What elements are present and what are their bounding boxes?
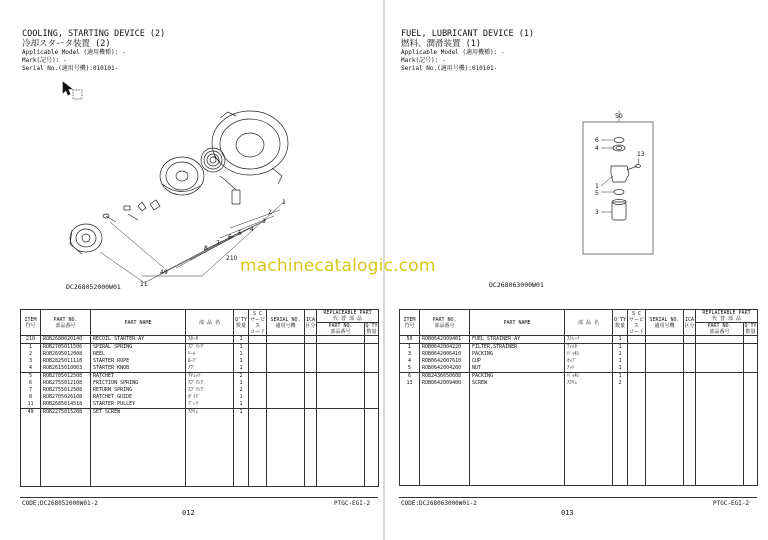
col-sc: S C サービス コード [628, 310, 644, 335]
right-mark: Mark(記号): - [401, 57, 446, 64]
col-part-name: PART NAME [470, 310, 565, 336]
left-header [22, 29, 165, 73]
table-row: 3 ROB0642006410 PACKING ﾊﾟｯｷﾝ 1 [400, 351, 758, 358]
col-item: ITEM 符号 [400, 310, 420, 336]
table-row: 13 ROB0642009400 SCREW ｽｸﾘｭ 2 [400, 380, 758, 387]
right-footer-rule [399, 497, 757, 498]
col-jp-name: 部 品 名 [186, 310, 234, 336]
col-rep-part-no: PART NO. 部品番号 [696, 323, 744, 336]
table-row: 5 ROB0642004260 NUT ﾅｯﾄ 1 [400, 365, 758, 373]
col-ica: ICA 区分 [305, 310, 317, 336]
left-parts-table [20, 309, 379, 487]
col-rep-part-no: PART NO. 部品番号 [317, 323, 365, 336]
table-row: 4 ROB2615010003 STARTER KNOB ﾉﾌﾞ 1 [21, 365, 379, 373]
table-filler-row [400, 387, 758, 486]
table-row: 1 ROB0642004220 FILTER,STRAINER ﾌｨﾙﾀ 1 [400, 344, 758, 352]
left-footer-code: PTGC-EGI-2 [334, 500, 371, 507]
right-page-number: 013 [561, 509, 574, 517]
table-row: 2 ROB2695012008 REEL ﾘｰﾙ 1 [21, 351, 379, 358]
left-callout: 1 [282, 199, 286, 206]
col-part-name: PART NAME [91, 310, 186, 336]
left-callout: 49 [160, 269, 168, 276]
left-callout: 8 [204, 245, 208, 252]
col-qty: Q'TY 数量 [613, 310, 628, 336]
right-parts-table [399, 309, 758, 486]
col-rep-qty: Q'TY 数量 [744, 323, 757, 335]
table-row: 7 ROB2755012508 RETURN SPRING ｽﾌﾟﾘﾝｸﾞ 2 [21, 387, 379, 394]
left-title-jp: 冷却スタータ装置 (2) [22, 39, 111, 49]
left-callout: 7 [216, 240, 220, 247]
left-title-en: COOLING, STARTING DEVICE (2) [22, 29, 166, 39]
table-row: 4 ROB0642007610 CUP ｶｯﾌﾟ 1 [400, 358, 758, 365]
left-callout: 4 [250, 226, 254, 233]
right-callout: 4 [595, 145, 599, 152]
left-callout: 5 [238, 230, 242, 237]
col-rep-qty: Q'TY 数量 [365, 323, 378, 335]
left-callout: 6 [228, 234, 232, 241]
table-row: 6 ROB2755012108 FRICTION SPRING ｽﾌﾟﾘﾝｸﾞ 1 [21, 380, 379, 387]
table-row: 1 ROB2705011506 SPIRAL SPRING ｽﾌﾟﾘﾝｸﾞ 1 [21, 344, 379, 352]
table-row: 49 ROB2275015208 SET SCREW ｽｸﾘｭ 1 [21, 409, 379, 417]
right-title-jp: 燃料、潤滑装置 (1) [401, 39, 481, 49]
left-footer-rule [20, 497, 378, 498]
left-serial-no: Serial No.(適用号機):010101- [22, 65, 119, 72]
right-callout: 13 [637, 151, 645, 158]
right-applicable-model: Applicable Model (適用機種): - [401, 49, 505, 56]
right-title-en: FUEL, LUBRICANT DEVICE (1) [401, 29, 535, 39]
col-part-no: PART NO. 部品番号 [41, 310, 91, 336]
right-header [401, 29, 534, 73]
table-row: 210 ROB2680020140 RECOIL STARTER AY ｽﾀｰﾀ 1 [21, 336, 379, 344]
right-callout: 1 [595, 183, 599, 190]
right-code: CODE:DC268063000W01-2 [401, 500, 477, 507]
table-row: 5 ROB2705012508 RATCHET ﾗﾁｪｯﾄ 2 [21, 373, 379, 381]
table-row: 8 ROB2705026108 RATCHET GUIDE ｶﾞｲﾄﾞ 1 [21, 394, 379, 401]
left-code: CODE:DC268052000W01-2 [22, 500, 98, 507]
col-replaceable: REPLACEABLE PART 代 替 部 品 [317, 310, 379, 323]
col-jp-name: 部 品 名 [565, 310, 613, 336]
table-row: 3 ROB2825011118 STARTER ROPE ﾛｰﾌﾟ 1 [21, 358, 379, 365]
right-callout: 5 [595, 190, 599, 197]
col-item: ITEM 符号 [21, 310, 41, 336]
col-part-no: PART NO. 部品番号 [420, 310, 470, 336]
left-mark: Mark(記号): - [22, 57, 67, 64]
right-callout: 6 [595, 137, 599, 144]
watermark-text: machinecatalogic.com [240, 256, 436, 276]
left-applicable-model: Applicable Model (適用機種): - [22, 49, 126, 56]
left-callout: 3 [262, 218, 266, 225]
left-diagram-code: DC268052000W01 [66, 283, 121, 291]
right-callout: 3 [595, 209, 599, 216]
table-row: 50 ROB0642009401 FUEL STRAINER AY ｽﾄﾚｰﾅ 1 [400, 336, 758, 344]
right-callout: 50 [615, 113, 623, 120]
left-callout: 210 [226, 255, 238, 262]
col-sc: S C サービス コード [249, 310, 265, 335]
table-row: 6 ROB2436650608 PACKING ﾊﾟｯｷﾝ 1 [400, 373, 758, 381]
right-exploded-diagram [581, 108, 661, 258]
col-serial: SERIAL NO. 適用号機 [646, 310, 684, 336]
left-callout: 11 [140, 281, 148, 288]
col-replaceable: REPLACEABLE PART 代 替 部 品 [696, 310, 758, 323]
page-right [385, 0, 768, 540]
col-ica: ICA 区分 [684, 310, 696, 336]
right-footer-code: PTGC-EGI-2 [713, 500, 750, 507]
table-filler-row [21, 416, 379, 487]
col-serial: SERIAL NO. 適用号機 [267, 310, 305, 336]
left-page-number: 012 [182, 509, 195, 517]
right-serial-no: Serial No.(適用号機):010101- [401, 65, 498, 72]
col-qty: Q'TY 数量 [234, 310, 249, 336]
right-diagram-code: DC268063000W01 [489, 281, 544, 289]
left-callout: 2 [268, 209, 272, 216]
table-row: 11 ROB2685014518 STARTER PULLEY ﾌﾟｰﾘ 1 [21, 401, 379, 409]
